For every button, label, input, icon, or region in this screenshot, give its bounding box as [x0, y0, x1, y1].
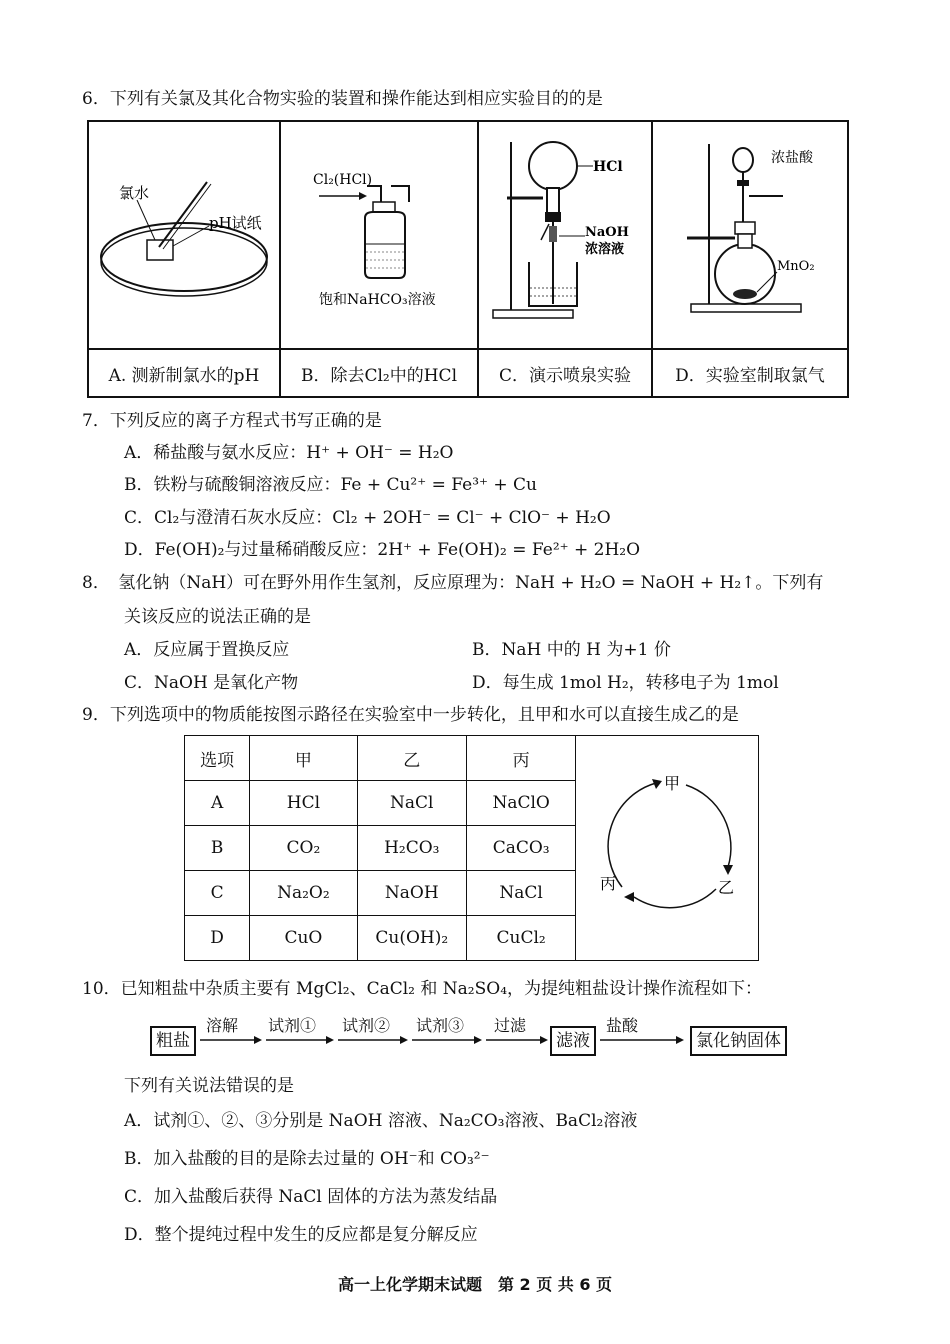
cell-bing: CaCO₃: [466, 826, 575, 871]
label-naoh: NaOH: [585, 225, 629, 240]
cell-option: A: [185, 781, 250, 826]
q7-d-label: D．Fe(OH)₂与过量稀硝酸反应：: [124, 540, 378, 560]
ph-paper: [147, 240, 173, 260]
label-chlorine-water: 氯水: [119, 184, 150, 202]
cell-jia: CO₂: [250, 826, 357, 871]
q10-option-a[interactable]: A．试剂①、②、③分别是 NaOH 溶液、Na₂CO₃溶液、BaCl₂溶液: [124, 1111, 638, 1131]
flow-step-filter: 过滤: [494, 1016, 527, 1035]
q7-option-d[interactable]: [124, 539, 640, 561]
cycle-label-yi: 乙: [718, 878, 735, 897]
round-flask: [529, 142, 577, 190]
flow-crude-salt: 粗盐: [150, 1026, 196, 1056]
flow-step-reagent-2: 试剂②: [342, 1016, 391, 1035]
q7-stem: 7．下列反应的离子方程式书写正确的是: [82, 411, 382, 431]
q8-option-d[interactable]: D．每生成 1mol H₂，转移电子为 1mol: [472, 673, 779, 693]
cell-option: C: [185, 871, 250, 916]
table-header-row: [185, 736, 759, 781]
cell-jia: HCl: [250, 781, 357, 826]
dropping-funnel: [733, 148, 753, 172]
header-jia: 甲: [250, 736, 357, 781]
q9-cycle-diagram: [576, 736, 759, 961]
q7-option-b[interactable]: [124, 474, 537, 496]
q7-option-a[interactable]: [124, 442, 454, 464]
cycle-label-jia: 甲: [664, 774, 681, 793]
q10-stem: 10．已知粗盐中杂质主要有 MgCl₂、CaCl₂ 和 Na₂SO₄，为提纯粗盐设计操作流程如下：: [82, 979, 763, 999]
header-option: 选项: [185, 736, 250, 781]
q6-stem: 6．下列有关氯及其化合物实验的装置和操作能达到相应实验目的的是: [82, 89, 603, 109]
q6-apparatus-table: [87, 120, 849, 398]
ph-test-apparatus: [89, 122, 279, 344]
q8-stem-line1: 8． 氢化钠（NaH）可在野外用作生氢剂，反应原理为：NaH + H₂O = NaOH + H₂↑。下列有: [82, 573, 824, 593]
q8-stem-line2: 关该反应的说法正确的是: [124, 607, 311, 627]
q8-option-a[interactable]: A．反应属于置换反应: [124, 640, 290, 660]
q10-sub-stem: 下列有关说法错误的是: [124, 1076, 294, 1096]
label-hcl: HCl: [593, 159, 623, 175]
q7-d-equation: 2H⁺ + Fe(OH)₂ = Fe²⁺ + 2H₂O: [377, 540, 641, 560]
q7-b-label: B．铁粉与硫酸铜溶液反应：: [124, 475, 341, 495]
q9-options-table: [184, 735, 759, 961]
header-yi: 乙: [357, 736, 466, 781]
flow-step-reagent-3: 试剂③: [416, 1016, 465, 1035]
q6-figure-d: [652, 121, 848, 349]
chlorine-generator: [653, 122, 847, 344]
label-nahco3-solution: 饱和NaHCO₃溶液: [319, 292, 436, 308]
label-conc-hcl: 浓盐酸: [771, 150, 813, 166]
q10-option-b[interactable]: B．加入盐酸的目的是除去过量的 OH⁻和 CO₃²⁻: [124, 1149, 490, 1169]
label-ph-paper: pH试纸: [209, 214, 262, 232]
q6-figure-a: [88, 121, 280, 349]
q10-option-c[interactable]: C．加入盐酸后获得 NaCl 固体的方法为蒸发结晶: [124, 1187, 498, 1207]
cell-yi: H₂CO₃: [357, 826, 466, 871]
cell-jia: Na₂O₂: [250, 871, 357, 916]
q6-option-c[interactable]: C．演示喷泉实验: [478, 349, 652, 397]
cycle-label-bing: 丙: [600, 874, 617, 893]
flow-step-hcl: 盐酸: [606, 1016, 639, 1035]
fountain-apparatus: [479, 122, 651, 344]
q10-option-d[interactable]: D．整个提纯过程中发生的反应都是复分解反应: [124, 1225, 478, 1245]
q7-c-equation: Cl₂ + 2OH⁻ = Cl⁻ + ClO⁻ + H₂O: [332, 508, 611, 528]
cell-bing: NaCl: [466, 871, 575, 916]
label-concentrated-solution: 浓溶液: [585, 242, 625, 257]
cell-option: D: [185, 916, 250, 961]
cell-option: B: [185, 826, 250, 871]
cell-jia: CuO: [250, 916, 357, 961]
q7-a-equation: H⁺ + OH⁻ = H₂O: [306, 443, 454, 463]
flow-filtrate: 滤液: [550, 1026, 596, 1056]
cell-bing: CuCl₂: [466, 916, 575, 961]
q7-a-label: A．稀盐酸与氨水反应：: [124, 443, 307, 463]
q6-option-d[interactable]: D．实验室制取氯气: [652, 349, 848, 397]
q7-option-c[interactable]: [124, 507, 611, 529]
label-mno2: MnO₂: [777, 259, 815, 274]
q6-figure-b: [280, 121, 478, 349]
cell-yi: NaCl: [357, 781, 466, 826]
q6-option-b[interactable]: B．除去Cl₂中的HCl: [280, 349, 478, 397]
flow-nacl-solid: 氯化钠固体: [690, 1026, 787, 1056]
cell-bing: NaClO: [466, 781, 575, 826]
q6-figure-c: [478, 121, 652, 349]
q7-c-label: C．Cl₂与澄清石灰水反应：: [124, 508, 333, 528]
q7-b-equation: Fe + Cu²⁺ = Fe³⁺ + Cu: [340, 475, 537, 495]
arrow-jia-to-yi: [723, 865, 733, 875]
q8-option-c[interactable]: C．NaOH 是氧化产物: [124, 673, 299, 693]
gas-washing-bottle: [281, 122, 477, 344]
header-bing: 丙: [466, 736, 575, 781]
cell-yi: NaOH: [357, 871, 466, 916]
cell-yi: Cu(OH)₂: [357, 916, 466, 961]
arrow-yi-to-bing: [624, 892, 634, 902]
conversion-cycle: [576, 737, 757, 959]
page-footer: 高一上化学期末试题 第 2 页 共 6 页: [337, 1275, 613, 1294]
q8-option-b[interactable]: B．NaH 中的 H 为+1 价: [472, 640, 671, 660]
label-cl2-hcl: Cl₂(HCl): [313, 172, 373, 188]
q6-option-a[interactable]: A. 测新制氯水的pH: [88, 349, 280, 397]
flow-step-reagent-1: 试剂①: [268, 1016, 317, 1035]
flow-step-dissolve: 溶解: [206, 1016, 239, 1035]
q9-stem: 9．下列选项中的物质能按图示路径在实验室中一步转化，且甲和水可以直接生成乙的是: [82, 705, 739, 725]
